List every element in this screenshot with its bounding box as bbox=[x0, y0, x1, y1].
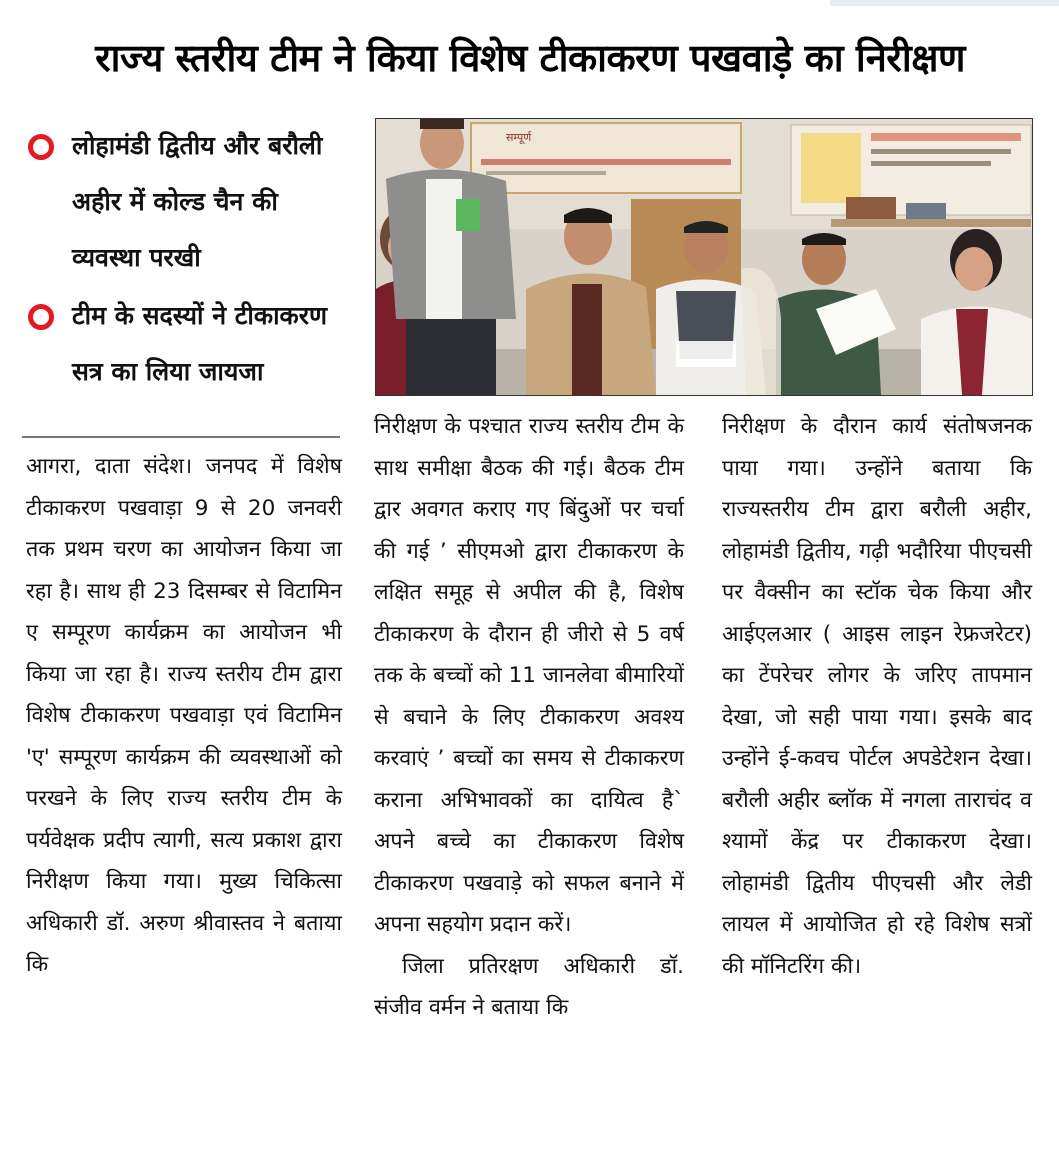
headline: राज्य स्तरीय टीम ने किया विशेष टीकाकरण पखवाड़े का निरीक्षण bbox=[95, 36, 965, 80]
article-paragraph: जिला प्रतिरक्षण अधिकारी डॉ. संजीव वर्मन ने बताया कि bbox=[374, 953, 684, 1020]
top-edge-strip bbox=[830, 0, 1059, 6]
photo-sign-text: सम्पूर्ण bbox=[506, 131, 532, 144]
article-paragraph: आगरा, दाता संदेश। जनपद में विशेष टीकाकरण पखवाड़ा 9 से 20 जनवरी तक प्रथम चरण का आयोजन किया जा रहा है। साथ ही 23 दिसम्बर से विटामिन ए सम्पूरण कार्यक्रम का आयोजन भी किया जा रहा है। राज्य स्तरीय टीम द्वारा विशेष टीकाकरण पखवाड़ा एवं विटामिन 'ए' सम्पूरण कार्यक्रम की व्यवस्थाओं को परखने के लिए राज्य स्तरीय टीम के पर्यवेक्षक प्रदीप त्यागी, सत्य प्रकाश द्वारा निरीक्षण किया गया। मुख्य चिकित्सा अधिकारी डॉ. अरुण श्रीवास्तव ने बताया कि bbox=[26, 454, 342, 977]
divider bbox=[22, 436, 340, 438]
article-column-2 bbox=[374, 406, 684, 1029]
highlight-item bbox=[22, 288, 342, 400]
highlight-item bbox=[22, 118, 342, 286]
highlight-text: टीम के सदस्यों ने टीकाकरण सत्र का लिया जायजा bbox=[72, 301, 328, 386]
article-paragraph: निरीक्षण के दौरान कार्य संतोषजनक पाया गया। उन्होंने बताया कि राज्यस्तरीय टीम द्वारा बरौली अहीर, लोहामंडी द्वितीय, गढ़ी भदौरिया पीएचसी पर वैक्सीन का स्टॉक चेक किया और आईएलआर ( आइस लाइन रेफ्रजरेटर) का टेंपरेचर लोगर के जरिए तापमान देखा, जो सही पाया गया। इसके बाद उन्होंने ई-कवच पोर्टल अपडेटेशन देखा। बरौली अहीर ब्लॉक में नगला ताराचंद व श्यामों केंद्र पर टीकाकरण देखा। लोहामंडी द्वितीय पीएचसी और लेडी लायल में आयोजित हो रहे विशेष सत्रों की मॉनिटरिंग की। bbox=[722, 414, 1032, 979]
news-photo bbox=[375, 118, 1033, 396]
article-paragraph: निरीक्षण के पश्चात राज्य स्तरीय टीम के साथ समीक्षा बैठक की गई। बैठक टीम द्वार अवगत कराए गए बिंदुओं पर चर्चा की गई ’ सीएमओ द्वारा टीकाकरण के लक्षित समूह से अपील की है, विशेष टीकाकरण के दौरान ही जीरो से 5 वर्ष तक के बच्चों को 11 जानलेवा बीमारियों से बचाने के लिए टीकाकरण अवश्य करवाएं ’ बच्चों का समय से टीकाकरण कराना अभिभावकों का दायित्व है` अपने बच्चे का टीकाकरण विशेष टीकाकरण पखवाड़े को सफल बनाने में अपना सहयोग प्रदान करें। bbox=[374, 414, 684, 937]
highlights bbox=[22, 118, 342, 402]
article-column-3 bbox=[722, 406, 1032, 987]
red-ring-bullet-icon bbox=[28, 134, 54, 160]
red-ring-bullet-icon bbox=[28, 304, 54, 330]
article-column-1 bbox=[26, 446, 342, 986]
highlight-text: लोहामंडी द्वितीय और बरौली अहीर में कोल्ड चैन की व्यवस्था परखी bbox=[72, 131, 323, 272]
photo-illustration bbox=[376, 119, 1032, 395]
